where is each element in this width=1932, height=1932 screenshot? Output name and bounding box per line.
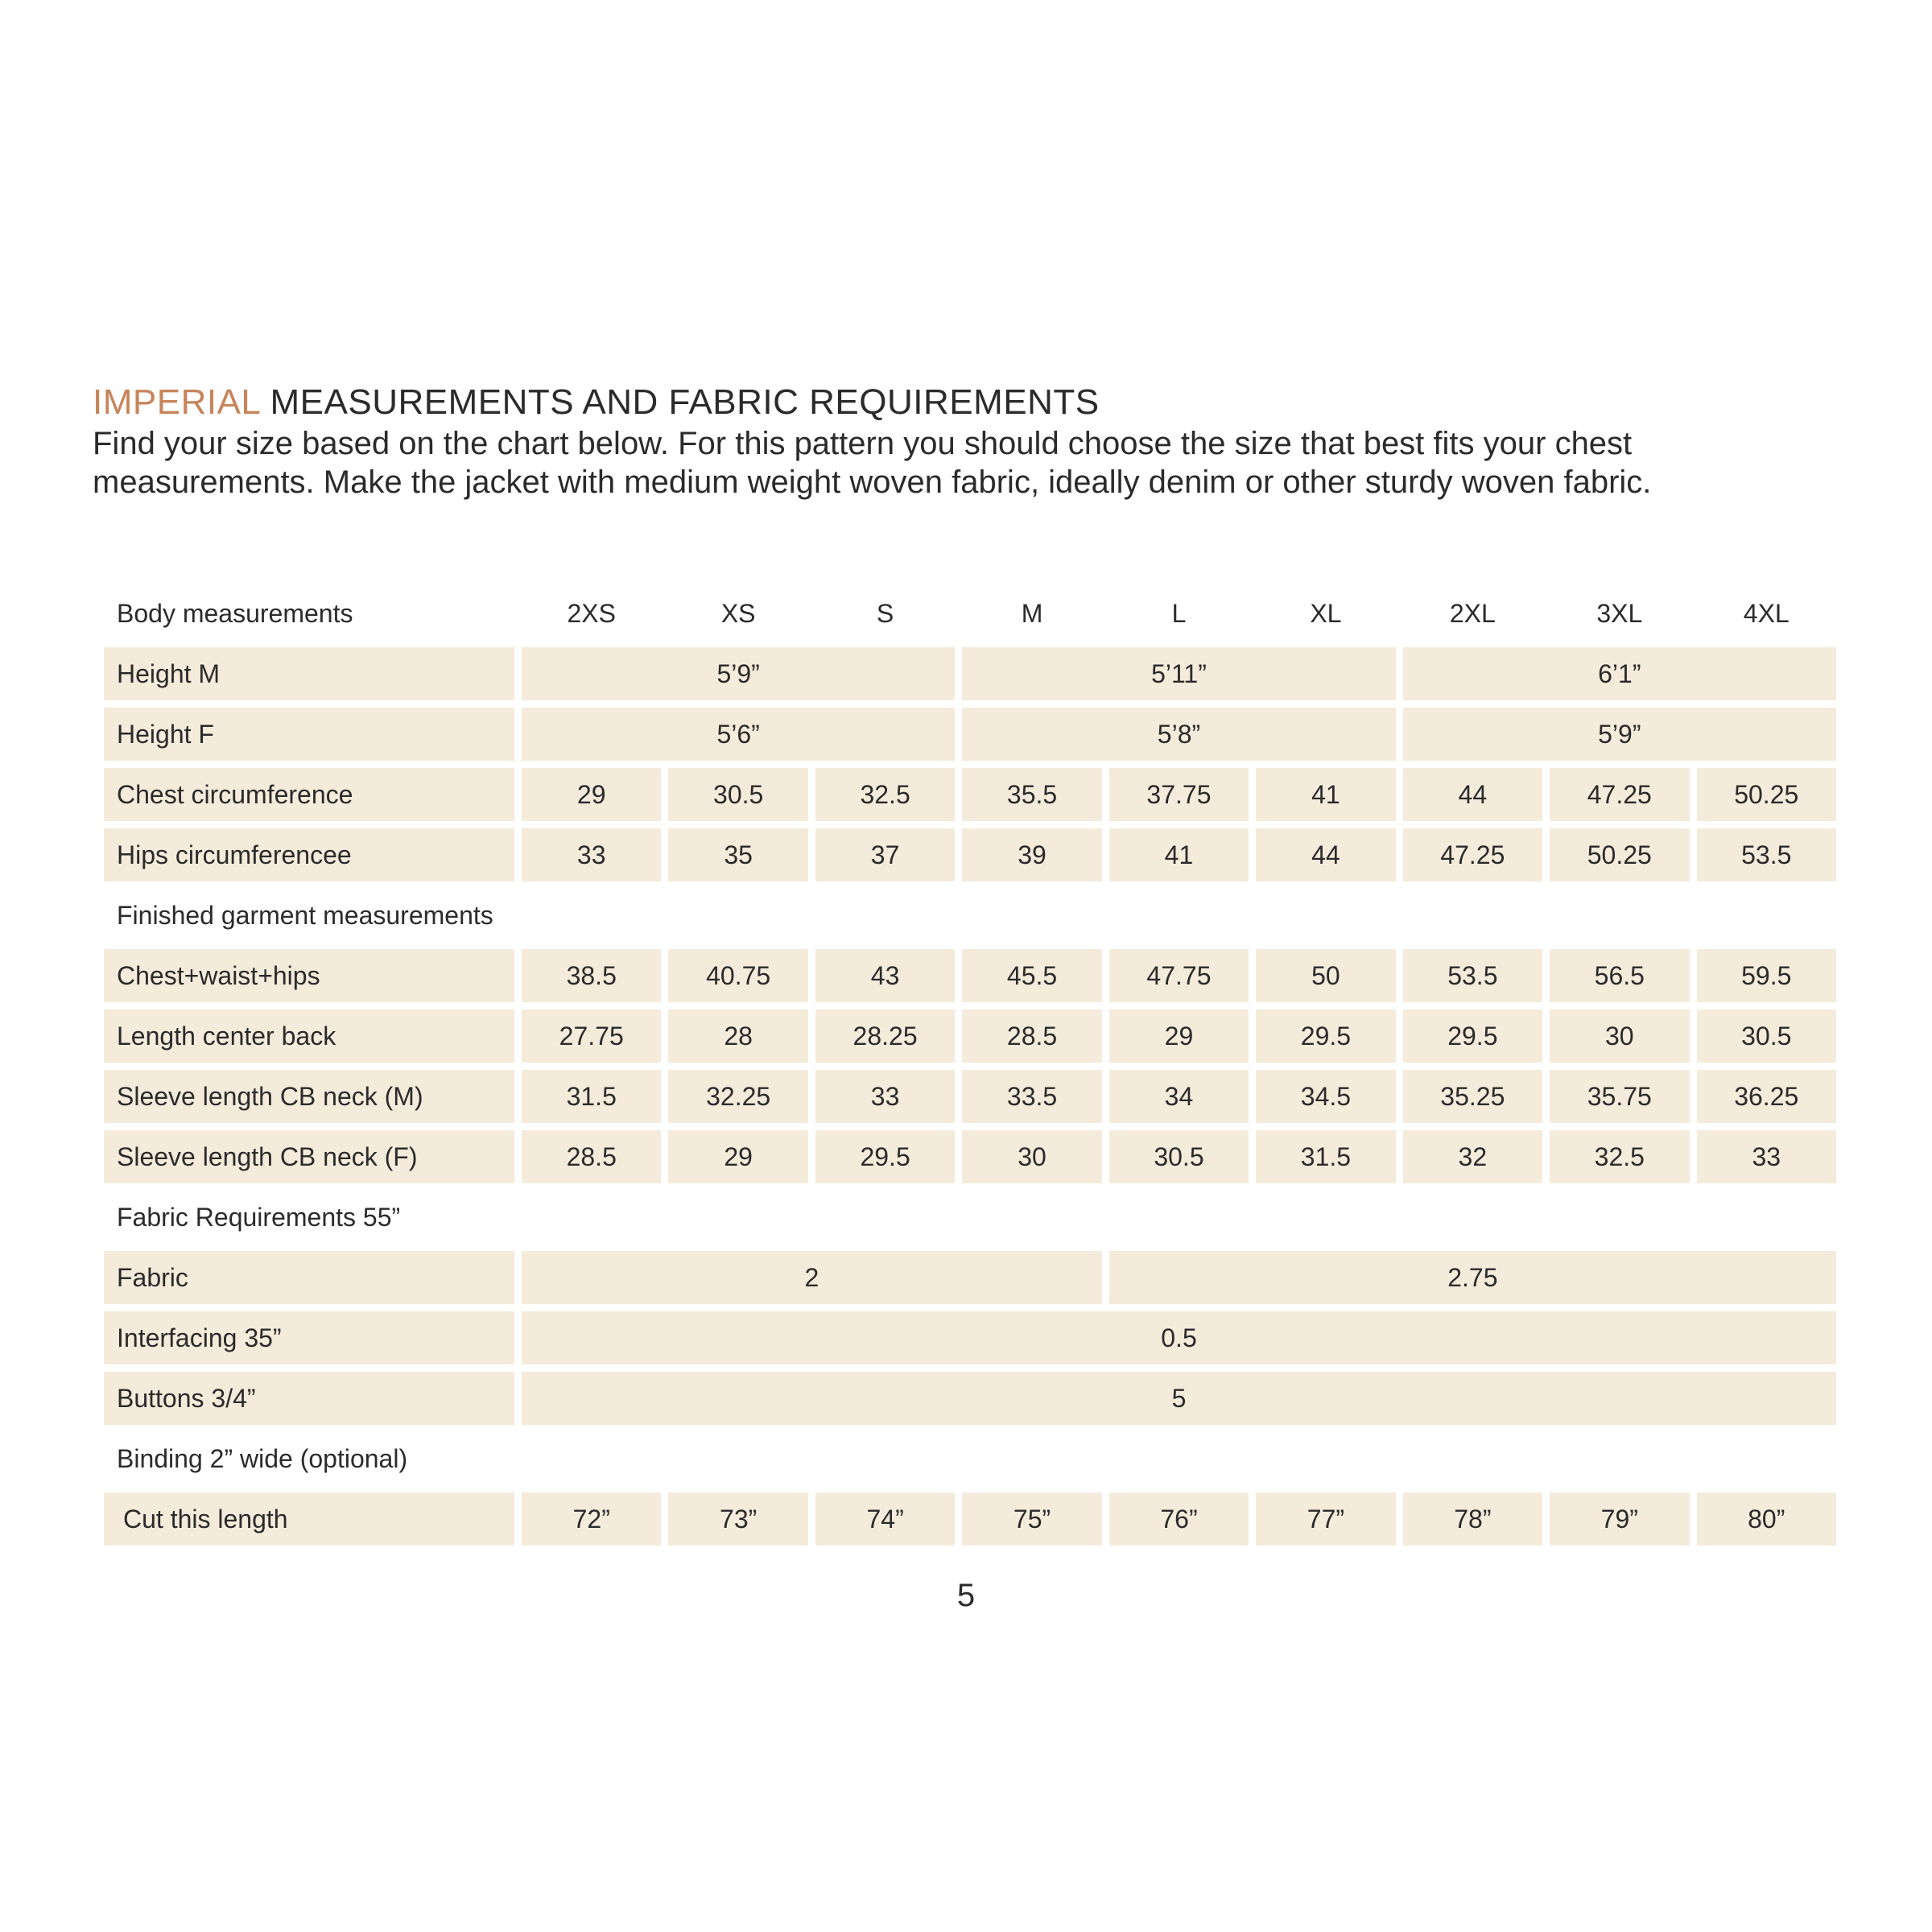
table-cell: 5’11”	[962, 647, 1395, 700]
row-label: Chest circumference	[104, 768, 514, 821]
table-row	[104, 828, 1836, 881]
table-cell: 33	[522, 828, 661, 881]
table-cell: 53.5	[1697, 828, 1837, 881]
table-cell: 41	[1256, 768, 1395, 821]
row-label: Interfacing 35”	[104, 1311, 514, 1364]
table-cell: 30.5	[668, 768, 807, 821]
header-label: Body measurements	[117, 598, 353, 628]
table-cell: 37.75	[1109, 768, 1249, 821]
table-cell: 29	[668, 1130, 807, 1183]
row-label: Buttons 3/4”	[104, 1372, 514, 1425]
table-cell: 37	[815, 828, 955, 881]
table-cell: 32.5	[1550, 1130, 1689, 1183]
table-cell: 31.5	[1256, 1130, 1395, 1183]
table-row	[104, 1492, 1836, 1546]
table-cell: 32.5	[815, 768, 955, 821]
section-heading-finished: Finished garment measurements	[117, 900, 493, 930]
size-header: L	[1171, 598, 1187, 628]
size-header: 2XL	[1449, 598, 1496, 628]
table-cell: 47.75	[1109, 949, 1249, 1002]
size-header: M	[1021, 598, 1043, 628]
size-header: XS	[720, 598, 756, 628]
table-cell: 47.25	[1550, 768, 1689, 821]
table-cell: 29.5	[815, 1130, 955, 1183]
table-cell: 36.25	[1697, 1070, 1837, 1123]
table-cell: 30.5	[1109, 1130, 1249, 1183]
table-cell: 28	[668, 1009, 807, 1063]
table-cell: 29.5	[1256, 1009, 1395, 1063]
intro-line-2: measurements. Make the jacket with medium weight woven fabric, ideally denim or other sturdy woven fabric.	[93, 464, 1652, 500]
table-cell: 75”	[962, 1492, 1101, 1546]
table-cell: 38.5	[522, 949, 661, 1002]
row-label: Height F	[104, 708, 514, 761]
table-cell: 77”	[1256, 1492, 1395, 1546]
table-row	[104, 768, 1836, 821]
table-cell: 27.75	[522, 1009, 661, 1063]
table-cell: 47.25	[1403, 828, 1542, 881]
size-chart-table	[97, 580, 1843, 1553]
table-cell: 50.25	[1550, 828, 1689, 881]
page-title	[93, 380, 1100, 425]
section-heading-binding: Binding 2” wide (optional)	[117, 1443, 408, 1473]
table-cell: 32.25	[668, 1070, 807, 1123]
table-row	[104, 1372, 1836, 1425]
size-header: 2XS	[567, 598, 616, 628]
table-cell: 74”	[815, 1492, 955, 1546]
table-cell: 28.25	[815, 1009, 955, 1063]
table-cell: 6’1”	[1403, 647, 1836, 700]
table-cell: 33.5	[962, 1070, 1101, 1123]
table-row	[104, 1251, 1836, 1304]
table-cell: 50.25	[1697, 768, 1837, 821]
table-row	[104, 1130, 1836, 1183]
table-cell: 30	[962, 1130, 1101, 1183]
table-cell: 53.5	[1403, 949, 1542, 1002]
table-cell: 29	[522, 768, 661, 821]
table-cell: 33	[1697, 1130, 1837, 1183]
table-cell: 41	[1109, 828, 1249, 881]
row-label: Hips circumferencee	[104, 828, 514, 881]
table-cell: 5’8”	[962, 708, 1395, 761]
table-cell: 78”	[1403, 1492, 1542, 1546]
table-cell: 79”	[1550, 1492, 1689, 1546]
title-rest: MEASUREMENTS AND FABRIC REQUIREMENTS	[270, 382, 1100, 422]
table-cell: 44	[1403, 768, 1542, 821]
table-cell: 43	[815, 949, 955, 1002]
table-cell: 29.5	[1403, 1009, 1542, 1063]
row-label: Height M	[104, 647, 514, 700]
table-cell: 35.75	[1550, 1070, 1689, 1123]
size-header: 4XL	[1743, 598, 1790, 628]
table-cell: 2	[522, 1251, 1102, 1304]
row-label: Cut this length	[104, 1492, 514, 1546]
table-row	[104, 708, 1836, 761]
table-cell: 34.5	[1256, 1070, 1395, 1123]
table-cell: 59.5	[1697, 949, 1837, 1002]
row-label: Sleeve length CB neck (M)	[104, 1070, 514, 1123]
row-label: Fabric	[104, 1251, 514, 1304]
table-cell: 40.75	[668, 949, 807, 1002]
table-row	[104, 949, 1836, 1002]
intro-line-1: Find your size based on the chart below. For this pattern you should choose the size that best fits your chest	[93, 426, 1633, 461]
table-cell: 34	[1109, 1070, 1249, 1123]
table-cell: 5’9”	[1403, 708, 1836, 761]
row-label: Chest+waist+hips	[104, 949, 514, 1002]
table-cell: 2.75	[1109, 1251, 1836, 1304]
table-cell: 32	[1403, 1130, 1542, 1183]
table-cell: 5	[522, 1372, 1836, 1425]
table-cell: 30	[1550, 1009, 1689, 1063]
row-label: Sleeve length CB neck (F)	[104, 1130, 514, 1183]
page-number: 5	[956, 1578, 976, 1613]
size-header: 3XL	[1596, 598, 1643, 628]
table-cell: 80”	[1697, 1492, 1837, 1546]
table-cell: 44	[1256, 828, 1395, 881]
table-cell: 73”	[668, 1492, 807, 1546]
table-cell: 50	[1256, 949, 1395, 1002]
table-row	[104, 1070, 1836, 1123]
table-cell: 28.5	[522, 1130, 661, 1183]
table-cell: 28.5	[962, 1009, 1101, 1063]
section-row	[104, 1191, 1836, 1244]
section-row	[104, 889, 1836, 942]
table-cell: 35.5	[962, 768, 1101, 821]
table-cell: 76”	[1109, 1492, 1249, 1546]
table-cell: 35.25	[1403, 1070, 1542, 1123]
size-header: S	[876, 598, 894, 628]
table-cell: 5’9”	[522, 647, 955, 700]
table-cell: 35	[668, 828, 807, 881]
section-row	[104, 1432, 1836, 1485]
header-row	[104, 587, 1836, 640]
table-cell: 0.5	[522, 1311, 1836, 1364]
table-cell: 33	[815, 1070, 955, 1123]
row-label: Length center back	[104, 1009, 514, 1063]
table-cell: 39	[962, 828, 1101, 881]
title-accent: IMPERIAL	[93, 382, 260, 422]
table-row	[104, 1311, 1836, 1364]
table-cell: 29	[1109, 1009, 1249, 1063]
table-cell: 72”	[522, 1492, 661, 1546]
table-cell: 31.5	[522, 1070, 661, 1123]
size-header: XL	[1310, 598, 1342, 628]
table-cell: 5’6”	[522, 708, 955, 761]
table-cell: 30.5	[1697, 1009, 1837, 1063]
section-heading-fabric: Fabric Requirements 55”	[117, 1202, 401, 1232]
table-cell: 45.5	[962, 949, 1101, 1002]
table-row	[104, 647, 1836, 700]
table-row	[104, 1009, 1836, 1063]
table-cell: 56.5	[1550, 949, 1689, 1002]
intro-paragraph	[93, 424, 1864, 502]
